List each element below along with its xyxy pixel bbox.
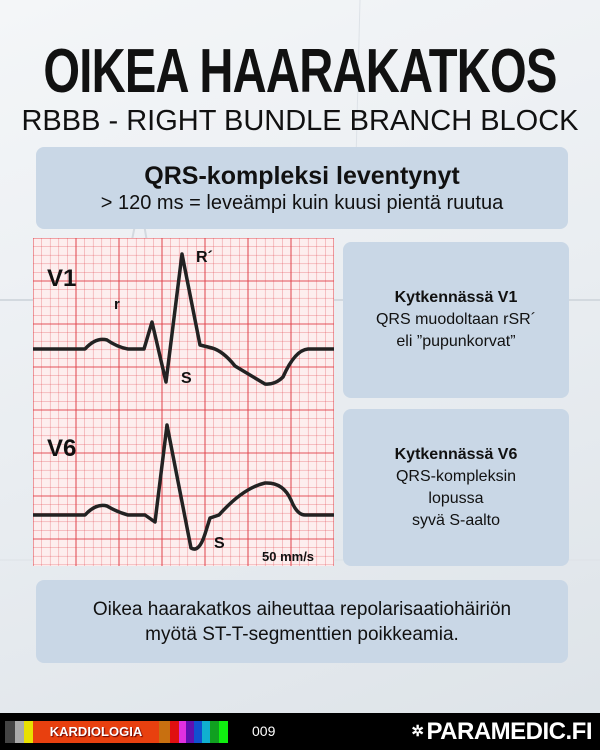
color-swatch bbox=[5, 721, 15, 743]
color-swatch bbox=[210, 721, 219, 743]
v1-line1: QRS muodoltaan rSR´ bbox=[375, 311, 537, 328]
v6-heading: Kytkennässä V6 bbox=[394, 445, 518, 463]
v6-line1: QRS-kompleksin bbox=[395, 467, 517, 485]
ecg-grid bbox=[33, 238, 334, 566]
color-swatch bbox=[170, 721, 179, 743]
summary-line1: Oikea haarakatkos aiheuttaa repolarisaatiohäiriön bbox=[92, 598, 512, 620]
label-r-prime: R´ bbox=[196, 249, 213, 266]
ecg-strip bbox=[33, 238, 334, 566]
page-subtitle: RBBB - RIGHT BUNDLE BRANCH BLOCK bbox=[21, 105, 579, 137]
summary-box bbox=[36, 580, 568, 663]
qrs-text: > 120 ms = leveämpi kuin kuusi pientä ruutua bbox=[100, 191, 504, 214]
card-number: 009 bbox=[252, 723, 276, 739]
brand-name: PARAMEDIC.FI bbox=[426, 718, 592, 745]
color-swatch bbox=[179, 721, 186, 743]
color-swatch bbox=[24, 721, 33, 743]
v6-line2: lopussa bbox=[428, 489, 484, 507]
v6-line3: syvä S-aalto bbox=[411, 511, 501, 529]
color-swatch bbox=[186, 721, 194, 743]
label-r: r bbox=[114, 296, 120, 313]
page-title: OIKEA HAARAKATKOS bbox=[43, 37, 557, 106]
v1-line2: eli ”pupunkorvat” bbox=[396, 333, 516, 350]
paper-speed: 50 mm/s bbox=[262, 549, 315, 564]
lead-label-v1: V1 bbox=[47, 265, 77, 292]
category-label: KARDIOLOGIA bbox=[33, 721, 159, 743]
v1-heading: Kytkennässä V1 bbox=[394, 289, 518, 306]
brand-logo bbox=[411, 718, 592, 746]
v1-trace bbox=[33, 254, 334, 384]
color-swatch bbox=[219, 721, 228, 743]
footer-bar bbox=[0, 713, 600, 750]
v6-info-box bbox=[343, 409, 569, 566]
v1-info-box bbox=[343, 242, 569, 398]
star-of-life-icon: ✲ bbox=[411, 723, 424, 740]
qrs-heading: QRS-kompleksi leventynyt bbox=[144, 161, 460, 190]
qrs-info-box bbox=[36, 147, 568, 229]
summary-line2: myötä ST-T-segmenttien poikkeamia. bbox=[145, 623, 459, 645]
color-swatch bbox=[159, 721, 170, 743]
label-s-v1: S bbox=[181, 370, 192, 387]
lead-label-v6: V6 bbox=[47, 435, 77, 462]
color-swatch bbox=[202, 721, 210, 743]
color-swatch bbox=[194, 721, 202, 743]
color-swatch bbox=[15, 721, 24, 743]
label-s-v6: S bbox=[214, 535, 225, 552]
